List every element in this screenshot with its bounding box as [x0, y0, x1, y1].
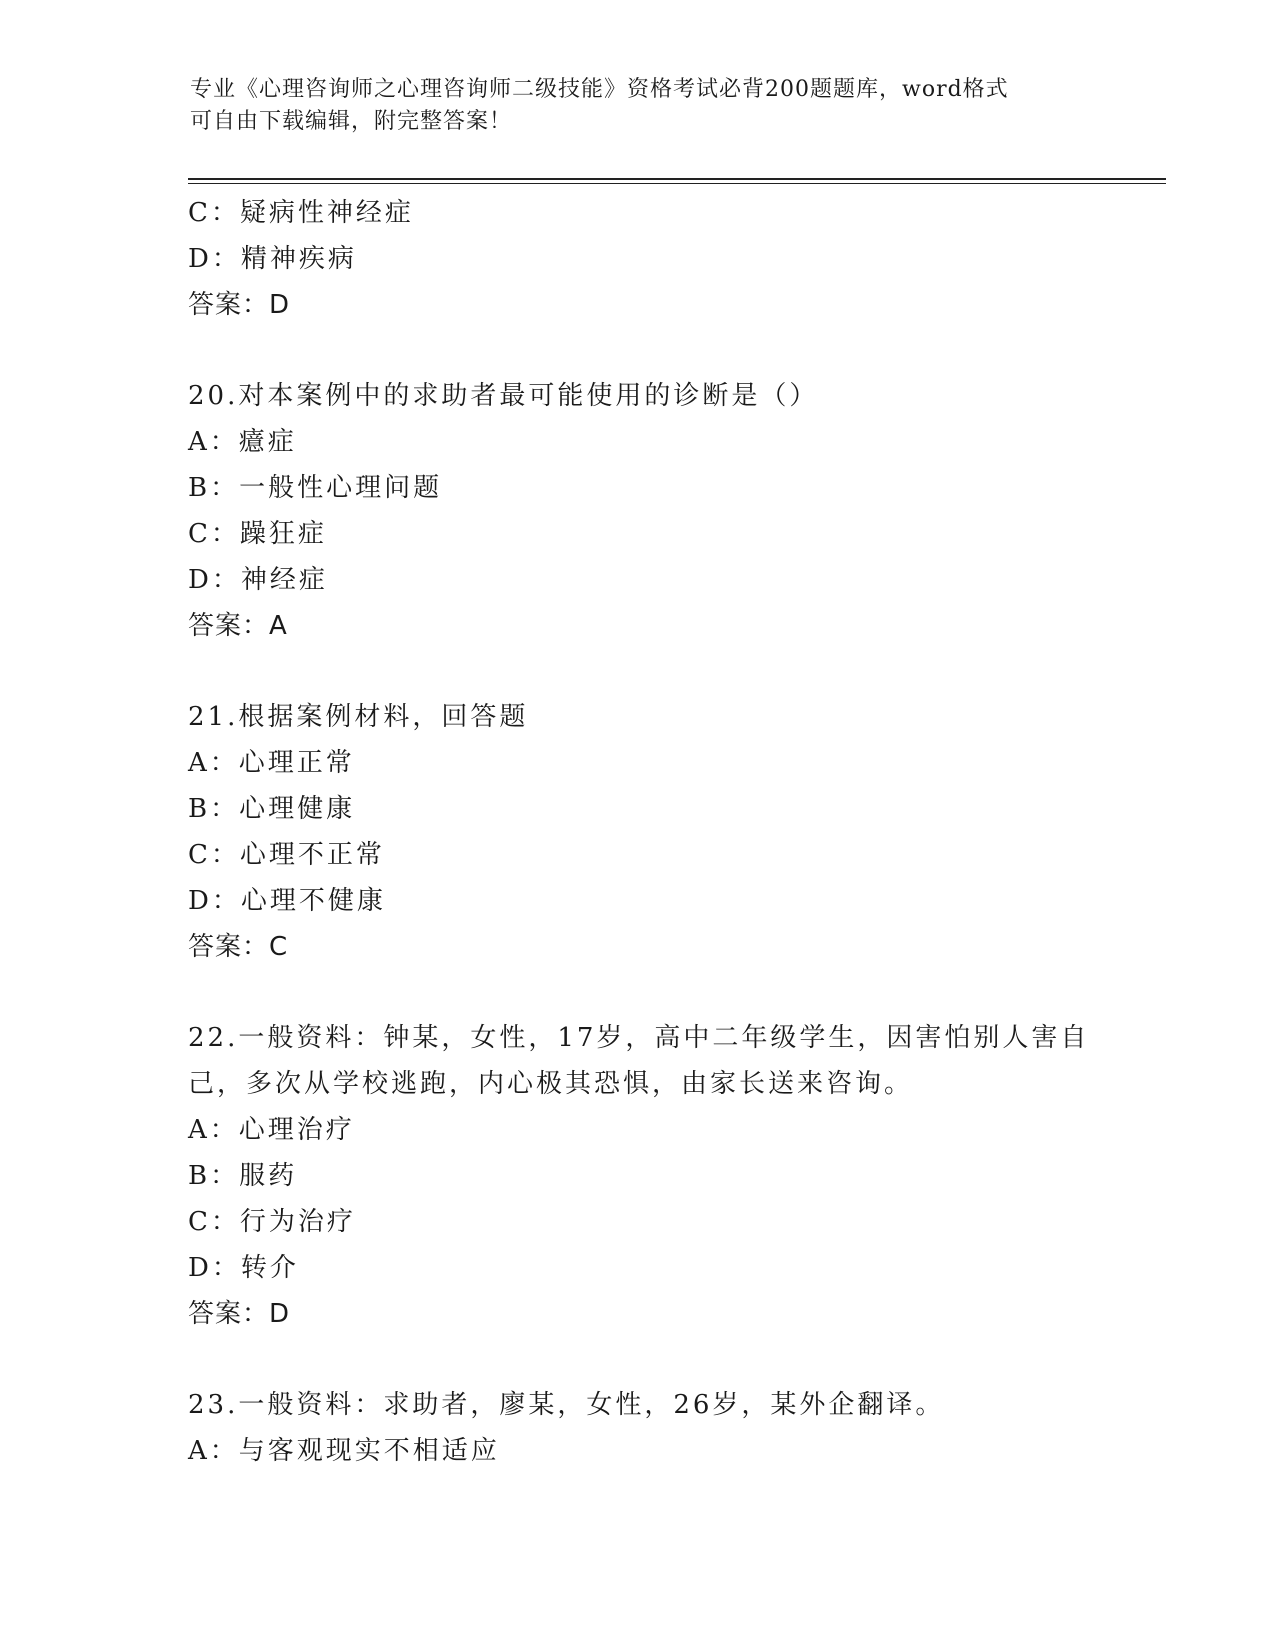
question-list: [188, 190, 1108, 1474]
spacer: [188, 649, 1108, 694]
option-c: C：心理不正常: [188, 840, 385, 870]
question-21: [188, 694, 1108, 970]
answer-line: 答案：D: [188, 290, 291, 320]
question-stem: 20.对本案例中的求助者最可能使用的诊断是（）: [188, 381, 819, 411]
question-partial: [188, 190, 1108, 328]
option-c: C：疑病性神经症: [188, 198, 414, 228]
option-d: D：转介: [188, 1253, 299, 1283]
answer-line: 答案：D: [188, 1299, 291, 1329]
option-c: C：行为治疗: [188, 1207, 356, 1237]
answer-line: 答案：C: [188, 932, 289, 962]
option-d: D：神经症: [188, 565, 328, 595]
header-rule-thin: [188, 183, 1166, 184]
spacer: [188, 970, 1108, 1015]
question-stem: 23.一般资料：求助者，廖某，女性，26岁，某外企翻译。: [188, 1390, 945, 1420]
option-d: D：精神疾病: [188, 244, 357, 274]
spacer: [188, 1337, 1108, 1382]
option-a: A：心理正常: [188, 748, 355, 778]
option-a: A：癔症: [188, 427, 297, 457]
question-22: [188, 1015, 1108, 1337]
question-23: [188, 1382, 1108, 1474]
option-d: D：心理不健康: [188, 886, 386, 916]
header-rule-thick: [188, 178, 1166, 180]
option-b: B：服药: [188, 1161, 298, 1191]
option-b: B：心理健康: [188, 794, 356, 824]
header-line-1: 专业《心理咨询师之心理咨询师二级技能》资格考试必背200题题库，word格式: [190, 77, 1009, 102]
header-line-2: 可自由下载编辑，附完整答案！: [190, 109, 513, 134]
spacer: [188, 328, 1108, 373]
option-b: B：一般性心理问题: [188, 473, 443, 503]
document-header: [190, 74, 1090, 138]
answer-line: 答案：A: [188, 611, 288, 641]
question-stem: 21.根据案例材料，回答题: [188, 702, 529, 732]
option-c: C：躁狂症: [188, 519, 327, 549]
option-a: A：与客观现实不相适应: [188, 1436, 500, 1466]
question-stem: 22.一般资料：钟某，女性，17岁，高中二年级学生，因害怕别人害自己，多次从学校逃跑，内心极其恐惧，由家长送来咨询。: [188, 1023, 1090, 1099]
option-a: A：心理治疗: [188, 1115, 355, 1145]
question-20: [188, 373, 1108, 649]
